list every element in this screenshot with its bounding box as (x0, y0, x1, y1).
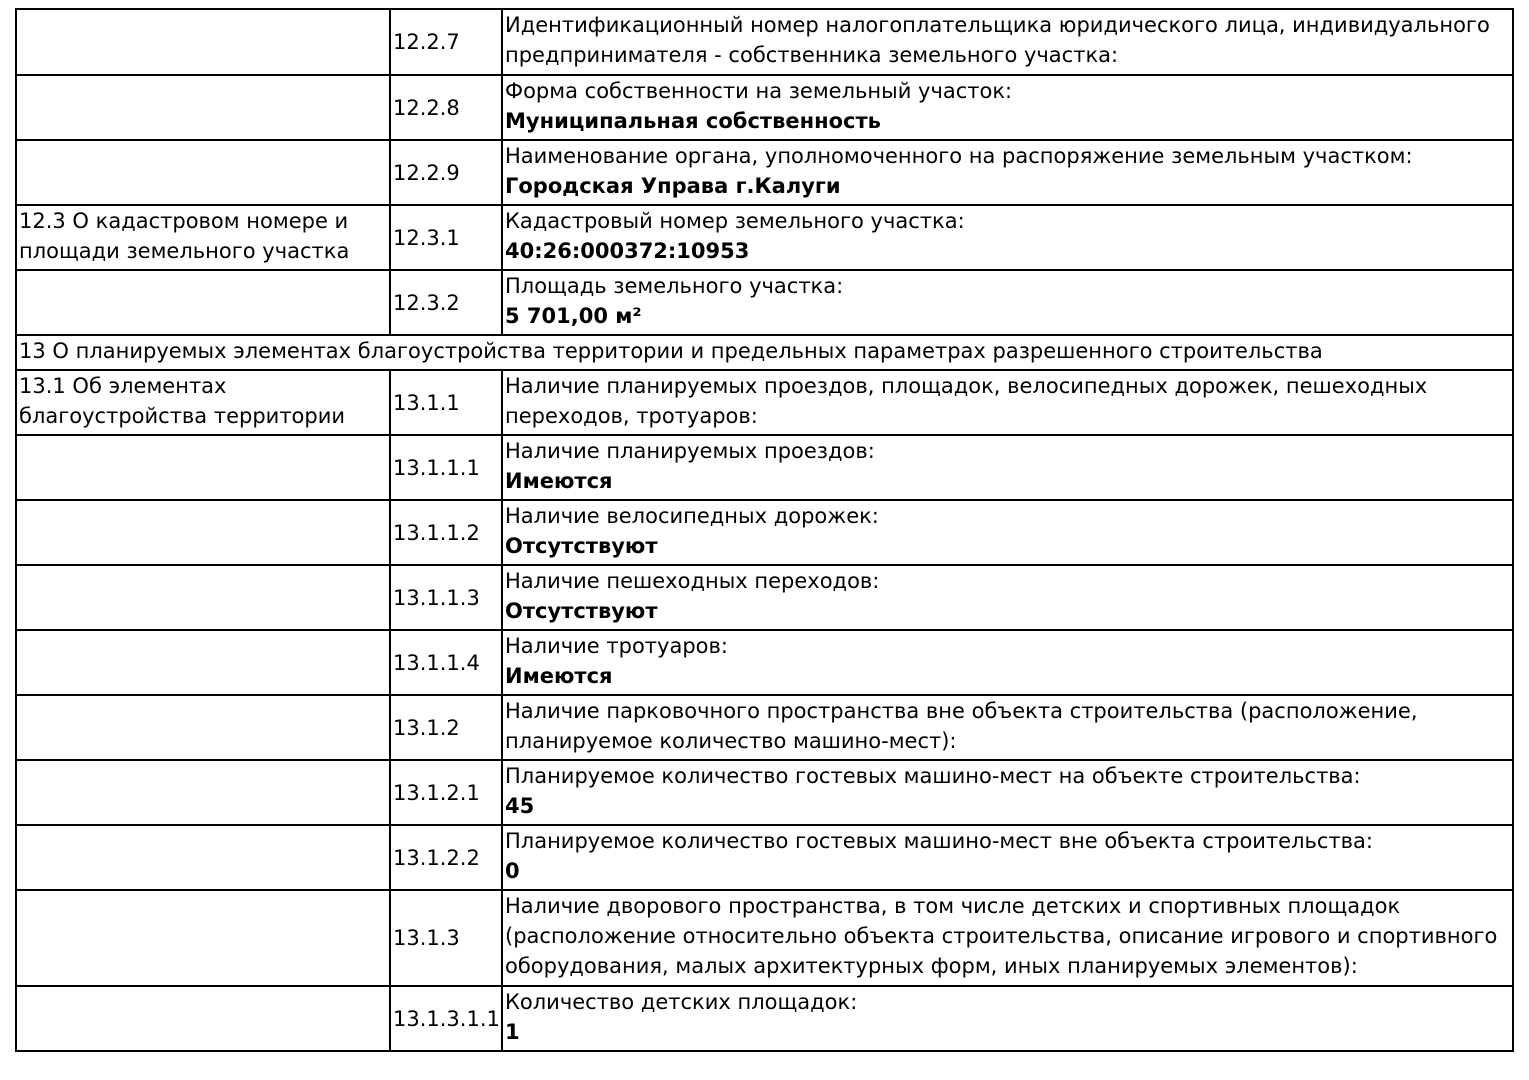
section-cell (16, 760, 390, 825)
field-label: Форма собственности на земельный участок: (505, 79, 1013, 103)
declaration-table-body (16, 9, 1513, 1051)
section-cell (16, 205, 390, 270)
section-cell (16, 986, 390, 1051)
field-label: Наименование органа, уполномоченного на распоряжение земельным участком: (505, 144, 1413, 168)
field-label: Наличие велосипедных дорожек: (505, 504, 879, 528)
section-text: 13.1 Об элементах благоустройства территории (19, 374, 346, 428)
text-cell (502, 205, 1513, 270)
field-label: Планируемое количество гостевых машино-мест вне объекта строительства: (505, 829, 1373, 853)
section-heading-row (16, 335, 1513, 370)
field-value: 45 (505, 794, 535, 818)
table-row (16, 500, 1513, 565)
section-cell (16, 370, 390, 435)
code-cell: 12.2.9 (390, 140, 502, 205)
section-text: 12.3 О кадастровом номере и площади земельного участка (19, 209, 350, 263)
field-label: Наличие планируемых проездов, площадок, велосипедных дорожек, пешеходных переходов, тротуаров: (505, 374, 1428, 428)
section-cell (16, 500, 390, 565)
field-value: Имеются (505, 664, 613, 688)
declaration-table (15, 8, 1514, 1052)
field-label: Наличие парковочного пространства вне объекта строительства (расположение, планируемое количество машино-мест): (505, 699, 1418, 753)
code-cell: 12.3.2 (390, 270, 502, 335)
section-cell (16, 825, 390, 890)
field-value: 5 701,00 м² (505, 304, 642, 328)
text-cell (502, 9, 1513, 75)
table-row (16, 825, 1513, 890)
table-row (16, 270, 1513, 335)
code-cell: 13.1.1.1 (390, 435, 502, 500)
code-cell: 13.1.3 (390, 890, 502, 986)
field-label: Наличие планируемых проездов: (505, 439, 875, 463)
field-value: Отсутствуют (505, 599, 658, 623)
code-cell: 12.2.7 (390, 9, 502, 75)
field-value: 0 (505, 859, 520, 883)
table-row (16, 75, 1513, 140)
field-value: Городская Управа г.Калуги (505, 174, 841, 198)
code-cell: 12.2.8 (390, 75, 502, 140)
text-cell (502, 500, 1513, 565)
section-cell (16, 695, 390, 760)
text-cell (502, 75, 1513, 140)
section-cell (16, 630, 390, 695)
field-label: Наличие пешеходных переходов: (505, 569, 880, 593)
table-row (16, 205, 1513, 270)
section-cell (16, 140, 390, 205)
field-value: 40:26:000372:10953 (505, 239, 750, 263)
section-cell (16, 565, 390, 630)
table-row (16, 140, 1513, 205)
text-cell (502, 630, 1513, 695)
code-cell: 13.1.3.1.1 (390, 986, 502, 1051)
section-cell (16, 435, 390, 500)
table-row (16, 370, 1513, 435)
table-row (16, 435, 1513, 500)
table-row (16, 890, 1513, 986)
field-value: Имеются (505, 469, 613, 493)
table-row (16, 760, 1513, 825)
section-cell (16, 9, 390, 75)
text-cell (502, 986, 1513, 1051)
text-cell (502, 435, 1513, 500)
code-cell: 13.1.1.3 (390, 565, 502, 630)
section-cell (16, 270, 390, 335)
text-cell (502, 825, 1513, 890)
field-value: Отсутствуют (505, 534, 658, 558)
field-label: Количество детских площадок: (505, 990, 858, 1014)
field-label: Наличие дворового пространства, в том числе детских и спортивных площадок (расположение относительно объекта строительства, описание игрового и спортивного оборудования, малых архитектурных форм, иных планируемых элементов): (505, 894, 1498, 978)
code-cell: 13.1.1.4 (390, 630, 502, 695)
text-cell (502, 270, 1513, 335)
field-label: Кадастровый номер земельного участка: (505, 209, 965, 233)
code-cell: 13.1.1 (390, 370, 502, 435)
text-cell (502, 565, 1513, 630)
text-cell (502, 140, 1513, 205)
code-cell: 13.1.1.2 (390, 500, 502, 565)
field-label: Наличие тротуаров: (505, 634, 728, 658)
text-cell (502, 890, 1513, 986)
table-row (16, 630, 1513, 695)
field-value: Муниципальная собственность (505, 109, 881, 133)
section-cell (16, 75, 390, 140)
table-row (16, 986, 1513, 1051)
code-cell: 13.1.2.1 (390, 760, 502, 825)
code-cell: 12.3.1 (390, 205, 502, 270)
table-row (16, 695, 1513, 760)
table-row (16, 9, 1513, 75)
field-label: Планируемое количество гостевых машино-мест на объекте строительства: (505, 764, 1361, 788)
text-cell (502, 760, 1513, 825)
field-label: Идентификационный номер налогоплательщика юридического лица, индивидуального предпринимателя - собственника земельного участка: (505, 13, 1490, 67)
field-value: 1 (505, 1020, 520, 1044)
code-cell: 13.1.2.2 (390, 825, 502, 890)
text-cell (502, 695, 1513, 760)
code-cell: 13.1.2 (390, 695, 502, 760)
section-cell (16, 890, 390, 986)
table-row (16, 565, 1513, 630)
section-heading: 13 О планируемых элементах благоустройства территории и предельных параметрах разрешенного строительства (16, 335, 1513, 370)
text-cell (502, 370, 1513, 435)
field-label: Площадь земельного участка: (505, 274, 844, 298)
